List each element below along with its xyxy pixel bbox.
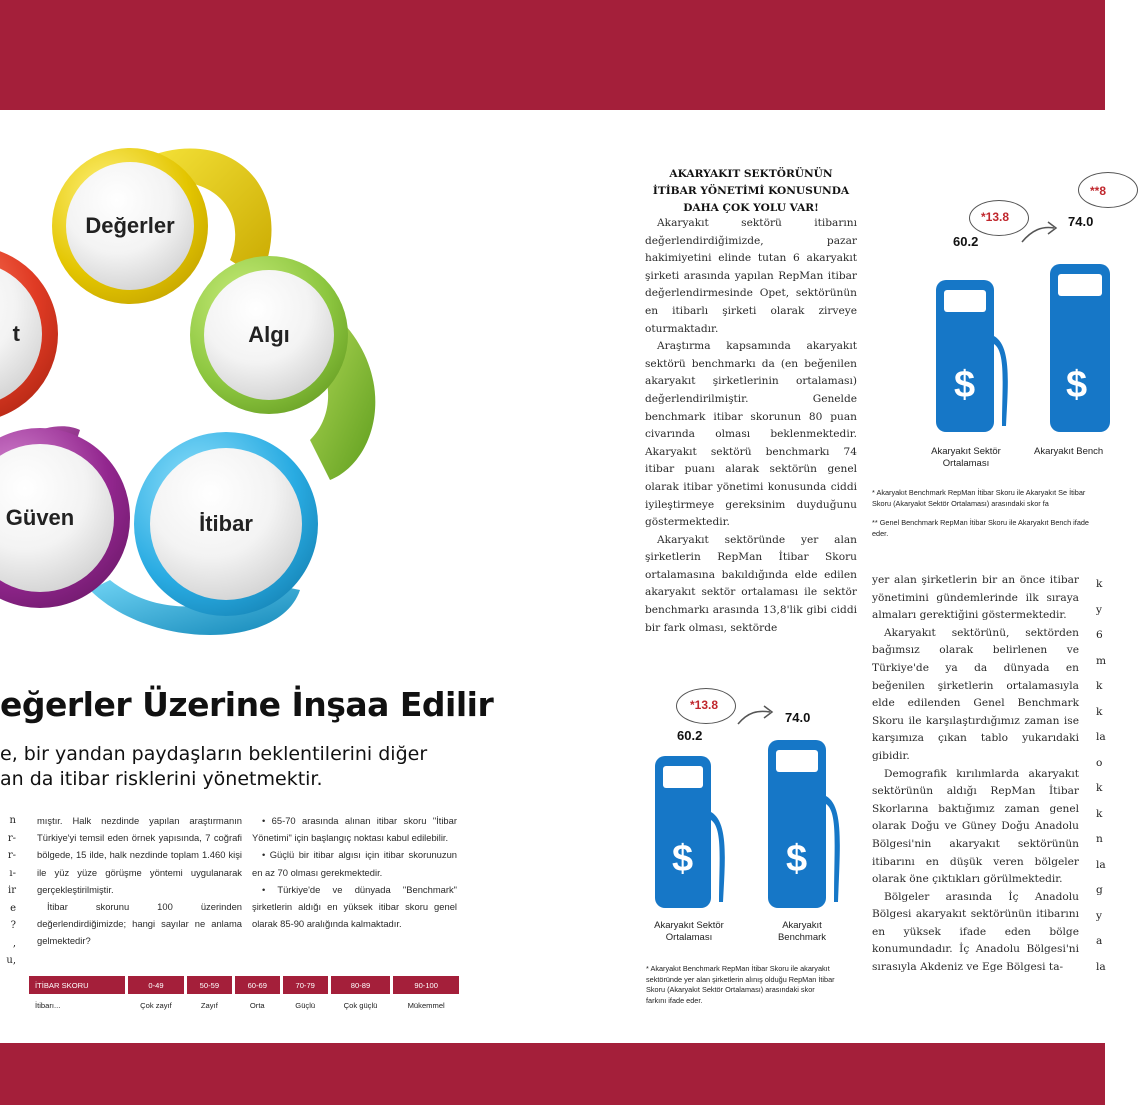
fragment: a	[1096, 935, 1103, 947]
section-title-line3: DAHA ÇOK YOLU VAR!	[683, 202, 819, 214]
difference-badge: *13.8	[981, 210, 1010, 224]
col-f-paragraph-3: Demografik kırılımlarda akaryakıt sektörünün aldığı RepMan İtibar Skorlarına baktığımız zaman genel olarak Doğu ve Güney Doğu Anadolu Bölgesi'nin akaryakıt sektörünün itibarını en düşük veren bölgeler olarak öne çıktıkları görülmektedir.	[872, 767, 1079, 886]
fragment: ı-	[9, 867, 16, 879]
subhead-line1: e, bir yandan paydaşların beklentilerini diğer	[0, 743, 428, 765]
fragment: k	[1096, 705, 1103, 718]
fuel-pump-icon-avg	[653, 752, 733, 912]
column-c	[252, 812, 457, 932]
fuel-pump-icon-avg	[934, 276, 1014, 436]
chart2-footnote-1: * Akaryakıt Benchmark RepMan İtibar Skoru ile Akaryakıt Se İtibar Skoru (Akaryakıt Sektör Ortalaması) arasındaki skor fa	[872, 488, 1086, 508]
fragment: k	[1096, 680, 1103, 692]
avg-label	[638, 920, 740, 944]
col-f-paragraph-1: yer alan şirketlerin bir an önce itibar yönetimini gündemlerinde ilk sıraya almaları gerektiğini göstermektedir.	[872, 574, 1079, 622]
fragment: la	[1096, 731, 1106, 743]
arrow-icon	[1020, 210, 1060, 246]
fragment: o	[1096, 756, 1103, 769]
avg-label-line1: Akaryakıt Sektör	[931, 446, 1001, 457]
score-header-range: 0-49	[128, 976, 184, 994]
avg-label-line1: Akaryakıt Sektör	[654, 920, 724, 931]
score-row-level: Zayıf	[200, 1000, 218, 1010]
fragment: 6	[1096, 629, 1103, 641]
col-c-bullet-1: • 65-70 arasında alınan itibar skoru "İtibar Yönetimi" için başlangıç noktası kabul edilebilir.	[252, 815, 457, 844]
itibar-score-table	[26, 976, 462, 1016]
section-paragraph-3: Akaryakıt sektöründe yer alan şirketlerin RepMan İtibar Skoru ortalamasına bakıldığında elde edilen akaryakıt sektör ortalaması ile sektör benchmarkı arasında 13,8'lik gibi ciddi bir fark olması, sektörde	[645, 533, 857, 634]
bench-value: 74.0	[785, 710, 811, 725]
score-header-range: 70-79	[283, 976, 328, 994]
fragment: n	[9, 815, 16, 826]
circle-degerler	[52, 148, 208, 304]
col-c-bullet-3: • Türkiye'de ve dünyada "Benchmark" şirketlerin aldığı en yüksek itibar skoru genel olarak 85-90 aralığında kalmaktadır.	[252, 883, 457, 930]
fragment: k	[1096, 578, 1103, 590]
fragment: k	[1096, 807, 1103, 820]
col-c-bullet-2: • Güçlü bir itibar algısı için itibar skorunuzun en az 70 olması gerekmektedir.	[252, 849, 457, 878]
section-title-line1: AKARYAKIT SEKTÖRÜNÜN	[669, 168, 833, 180]
bench-label	[756, 920, 848, 944]
circle-degerler-label: Değerler	[85, 213, 175, 238]
circle-algi	[190, 256, 348, 414]
score-header-range: 50-59	[187, 976, 232, 994]
dollar-icon: $	[954, 364, 976, 406]
score-header-range: 90-100	[393, 976, 459, 994]
col-b-paragraph-2: İtibar skorunu 100 üzerinden değerlendirdiğimizde; hangi sayılar ne anlama gelmektedir?	[37, 901, 242, 947]
top-band	[0, 0, 1105, 110]
score-header-title: İTİBAR SKORU	[29, 976, 125, 994]
score-row-level: Çok zayıf	[140, 1000, 172, 1010]
fragment: g	[1096, 884, 1103, 896]
subhead-line2: an da itibar risklerini yönetmektir.	[0, 768, 323, 790]
circle-itibar	[134, 432, 318, 616]
bench-value: 74.0	[1068, 214, 1094, 229]
chart1-footnote: * Akaryakıt Benchmark RepMan İtibar Skoru ile akaryakıt sektöründe yer alan şirketlerin alınış olduğu RepMan İtibar Skoru (Akaryakıt Sektör Ortalaması) arasındaki skor farkını ifade eder.	[646, 964, 835, 1005]
difference-bubble-2	[1078, 172, 1138, 208]
col-f-paragraph-4: Bölgeler arasında İç Anadolu Bölgesi akaryakıt sektörünün itibarını en yüksek ifade eden bölge konumundadır. İç Anadolu Bölgesi'ni sırasıyla Akdeniz ve Ege Bölgesi ta-	[872, 890, 1079, 974]
fragment: m	[1096, 654, 1107, 667]
score-header-range: 60-69	[235, 976, 280, 994]
difference-badge: *13.8	[690, 698, 719, 712]
fragment: la	[1096, 858, 1106, 871]
score-row-level: Çok güçlü	[343, 1000, 378, 1010]
fragment: y	[1096, 603, 1102, 616]
section-column	[645, 166, 857, 637]
arrow-icon	[736, 700, 776, 730]
section-title-line2: İTİBAR YÖNETİMİ KONUSUNDA	[652, 185, 850, 197]
fuel-pump-icon-bench	[766, 736, 846, 912]
fragment: r-	[7, 850, 16, 861]
score-header-range: 80-89	[331, 976, 391, 994]
section-paragraph-1: Akaryakıt sektörü itibarını değerlendirdiğimizde, pazar hakimiyetini elinde tutan 6 akaryakıt şirketi arasında yapılan RepMan itibar değerlendirmesinde Opet, sektörünün en itibarlı şirketi olarak zirveye oturmaktadır.	[645, 217, 857, 335]
col-f-paragraph-2: Akaryakıt sektörünü, sektörden bağımsız olarak belirlenen ve Türkiye'de ya da dünyada en beğenilen şirketlerin ortalamasıyla elde edilenden Genel Benchmark Skoru ile karşılaştırdığımız zaman ise karşımıza çıkan tablo yukarıdaki gibidir.	[872, 626, 1079, 762]
bench-label-line1: Akaryakıt	[782, 920, 822, 931]
fragment: ?	[10, 920, 16, 931]
score-row-level: Orta	[249, 1000, 265, 1010]
bottom-band	[0, 1043, 1105, 1105]
fragment: ir	[8, 885, 16, 896]
bench-label: Akaryakıt Bench	[1034, 446, 1104, 457]
dollar-icon: $	[672, 838, 694, 880]
avg-label	[918, 446, 1014, 470]
avg-value: 60.2	[953, 234, 979, 249]
fragment: y	[1096, 909, 1102, 922]
fragment: u,	[6, 955, 16, 966]
chart2-footnote-2: ** Genel Benchmark RepMan İtibar Skoru ile Akaryakıt Bench ifade eder.	[872, 518, 1089, 538]
circle-itibar-label: İtibar	[199, 511, 253, 536]
score-row-title: İtibarı...	[35, 1000, 61, 1010]
headline: eğerler Üzerine İnşaa Edilir	[0, 685, 494, 724]
circle-algi-label: Algı	[248, 322, 290, 347]
fragment: k	[1096, 782, 1103, 794]
difference-badge-2: **8	[1090, 184, 1107, 198]
circle-left-label: t	[12, 321, 20, 346]
fragment: r-	[7, 832, 16, 844]
dollar-icon: $	[786, 838, 808, 880]
avg-label-line2: Ortalaması	[665, 932, 713, 943]
column-a-fragments	[0, 812, 16, 970]
fragment: e	[10, 902, 16, 914]
column-f	[872, 572, 1079, 977]
dollar-icon: $	[1066, 364, 1088, 406]
col-b-paragraph-1: mıştır. Halk nezdinde yapılan araştırmanın Türkiye'yi temsil eden örnek yapısında, 7 coğrafi bölgede, 15 ilde, halk nezdinde toplam 1.460 kişi ile yüz yüze görüşme yöntemi uygulanarak gerçekleştirilmiştir.	[37, 815, 242, 895]
fragment: ,	[12, 937, 16, 949]
avg-label-line2: Ortalaması	[942, 458, 990, 469]
fragment: n	[1096, 833, 1103, 845]
column-g-fragments	[1096, 572, 1108, 980]
bench-label-line2: Benchmark	[777, 932, 827, 943]
avg-value: 60.2	[677, 728, 703, 743]
score-row-level: Mükemmel	[407, 1000, 445, 1010]
score-row-level: Güçlü	[295, 1000, 316, 1010]
circle-guven-label: Güven	[5, 505, 75, 530]
fuel-pump-icon-bench	[1048, 260, 1105, 436]
section-paragraph-2: Araştırma kapsamında akaryakıt sektörü benchmarkı da (en beğenilen akaryakıt şirketlerinin ortalaması) değerlendirilmiştir. Genelde benchmark itibar skorunun 80 puan civarında olması beklenmektedir. Akaryakıt sektörü benchmarkı 74 itibar puanı alarak sektörün genel olarak itibar yönetimi konusunda ciddi iyileştirmeye gereksinim duyduğunu göstermektedir.	[645, 340, 857, 529]
fragment: la	[1096, 960, 1106, 973]
column-b	[37, 812, 242, 950]
